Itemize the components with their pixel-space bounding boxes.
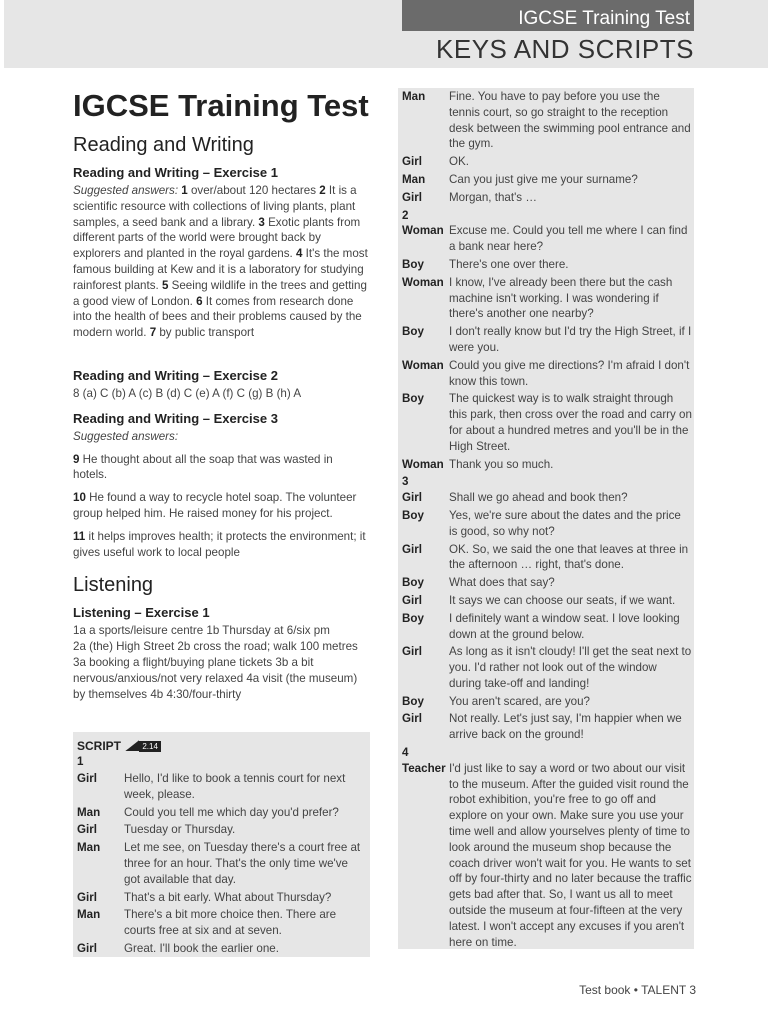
dialogue-line bbox=[402, 694, 692, 710]
answer-text: Exotic plants from different parts of the world were brought back by explorers and planted in the royal gardens. bbox=[73, 215, 361, 261]
speaker-name: Boy bbox=[402, 611, 424, 625]
dialogue-line bbox=[402, 644, 692, 691]
exercise3-lead: Suggested answers: bbox=[73, 429, 179, 443]
dialogue-line bbox=[77, 907, 367, 939]
exercise1-answers bbox=[73, 183, 370, 341]
speaker-name: Man bbox=[402, 172, 426, 186]
listening-answer-line: 3a booking a flight/buying plane tickets 3b a bit nervous/anxious/not very relaxed 4a visit (the museum) by themselves 4b 4:30/four-thirty bbox=[73, 655, 358, 701]
answer-paragraph bbox=[73, 529, 370, 561]
dialogue-line bbox=[402, 223, 692, 255]
dialogue-line bbox=[77, 822, 367, 838]
speaker-name: Woman bbox=[402, 358, 444, 372]
speaker-name: Girl bbox=[402, 712, 422, 726]
answer-number: 10 bbox=[73, 491, 86, 505]
dialogue-line bbox=[402, 508, 692, 540]
page-title: IGCSE Training Test bbox=[73, 88, 369, 123]
section-reading-writing: Reading and Writing bbox=[73, 134, 254, 156]
speaker-name: Woman bbox=[402, 457, 444, 471]
speaker-name: Boy bbox=[402, 576, 424, 590]
dialogue-line bbox=[402, 593, 692, 609]
part-number: 4 bbox=[402, 746, 409, 760]
speaker-name: Man bbox=[77, 841, 101, 855]
dialogue-line bbox=[402, 611, 692, 643]
dialogue-line bbox=[402, 89, 692, 152]
dialogue-line bbox=[402, 575, 692, 591]
speaker-name: Girl bbox=[402, 645, 422, 659]
speaker-line: Let me see, on Tuesday there's a court free at three for an hour. That's the only time we've got available that day. bbox=[124, 841, 361, 886]
listening-ex1-answers bbox=[73, 623, 370, 702]
listening-answer-line: 1a a sports/leisure centre 1b Thursday at 6/six pm bbox=[73, 624, 330, 638]
part-number: 3 bbox=[402, 475, 409, 489]
answer-text: over/about 120 hectares bbox=[187, 184, 320, 197]
answer-text: He thought about all the soap that was wasted in hotels. bbox=[73, 452, 333, 482]
speaker-line: There's one over there. bbox=[449, 257, 569, 271]
dialogue-line bbox=[402, 711, 692, 743]
track-number: 2.14 bbox=[139, 741, 161, 752]
speaker-name: Woman bbox=[402, 224, 444, 238]
answer-text: It is a scientific resource with collections of living plants, plant samples, a seed bank and a library. bbox=[73, 184, 357, 229]
speaker-name: Girl bbox=[402, 491, 422, 505]
script-box bbox=[73, 732, 370, 957]
dialogue-line bbox=[402, 490, 692, 506]
speaker-line: It says we can choose our seats, if we want. bbox=[449, 593, 676, 607]
speaker-name: Boy bbox=[402, 508, 424, 522]
speaker-line: Shall we go ahead and book then? bbox=[449, 491, 628, 505]
exercise3-title: Reading and Writing – Exercise 3 bbox=[73, 410, 278, 426]
speaker-line: Not really. Let's just say, I'm happier when we arrive back on the ground! bbox=[449, 712, 682, 742]
speaker-line: OK. So, we said the one that leaves at three in the afternoon … right, that's done. bbox=[449, 542, 689, 572]
section-listening: Listening bbox=[73, 574, 154, 597]
page-footer: Test book • TALENT 3 bbox=[579, 983, 696, 997]
speaker-name: Girl bbox=[402, 542, 422, 556]
answer-text: by public transport bbox=[156, 326, 255, 340]
speaker-name: Girl bbox=[402, 155, 422, 169]
speaker-line: Great. I'll book the earlier one. bbox=[124, 941, 279, 955]
dialogue-line bbox=[402, 542, 692, 574]
dialogue-line bbox=[77, 805, 367, 821]
speaker-name: Man bbox=[402, 90, 426, 103]
answer-number: 5 bbox=[161, 278, 169, 292]
dialogue-line bbox=[402, 761, 692, 951]
speaker-name: Woman bbox=[402, 275, 444, 289]
speaker-name: Teacher bbox=[402, 761, 446, 775]
exercise2-answers: 8 (a) C (b) A (c) B (d) C (e) A (f) C (g) B (h) A bbox=[73, 386, 302, 400]
dialogue-line bbox=[402, 275, 692, 322]
speaker-name: Boy bbox=[402, 257, 424, 271]
dialogue-line bbox=[402, 391, 692, 454]
speaker-line: OK. bbox=[449, 155, 469, 169]
exercise1-title: Reading and Writing – Exercise 1 bbox=[73, 165, 278, 180]
speaker-line: The quickest way is to walk straight through this park, then cross over the road and carry on for about a hundred metres and you'll be in the High Street. bbox=[449, 392, 692, 453]
exercise2-title: Reading and Writing – Exercise 2 bbox=[73, 367, 278, 383]
speaker-line: There's a bit more choice then. There are courts free at six and at seven. bbox=[124, 908, 337, 938]
speaker-name: Girl bbox=[77, 772, 97, 785]
speaker-name: Girl bbox=[77, 890, 97, 904]
dialogue-line bbox=[402, 324, 692, 356]
speaker-line: Yes, we're sure about the dates and the price is good, so why not? bbox=[449, 508, 681, 538]
speaker-line: Hello, I'd like to book a tennis court for next week, please. bbox=[124, 772, 346, 801]
answer-number: 7 bbox=[149, 326, 157, 340]
speaker-name: Boy bbox=[402, 694, 424, 708]
answer-number: 6 bbox=[196, 294, 203, 308]
exercise1-lead: Suggested answers: bbox=[73, 184, 179, 197]
dialogue-line bbox=[402, 358, 692, 390]
dialogue-line bbox=[402, 257, 692, 273]
dialogue-line bbox=[402, 172, 692, 188]
script-label: SCRIPT bbox=[77, 739, 122, 753]
answer-paragraph bbox=[73, 490, 370, 522]
answer-text: It's the most famous building at Kew and it is a laboratory for studying rainforest plants. bbox=[73, 247, 368, 292]
speaker-line: What does that say? bbox=[449, 576, 555, 590]
speaker-name: Girl bbox=[402, 190, 422, 204]
header-tag: IGCSE Training Test bbox=[402, 0, 694, 31]
dialogue-line bbox=[77, 941, 367, 957]
script-continued-box bbox=[398, 88, 694, 949]
answer-number: 2 bbox=[319, 184, 326, 197]
answer-text: He found a way to recycle hotel soap. The volunteer group helped him. He raised money for his project. bbox=[73, 491, 357, 520]
listening-ex1-title: Listening – Exercise 1 bbox=[73, 605, 210, 621]
answer-text: it helps improves health; it protects the environment; it gives useful work to local people bbox=[73, 529, 366, 559]
speaker-name: Girl bbox=[77, 823, 97, 837]
speaker-name: Man bbox=[77, 805, 101, 819]
speaker-line: I don't really know but I'd try the High Street, if I were you. bbox=[449, 325, 692, 354]
speaker-name: Girl bbox=[402, 593, 422, 607]
speaker-line: Could you give me directions? I'm afraid I don't know this town. bbox=[449, 358, 690, 388]
speaker-name: Boy bbox=[402, 325, 424, 339]
answer-text: It comes from research done into the health of bees and their problems caused by the modern world. bbox=[73, 294, 362, 340]
speaker-line: Could you tell me which day you'd prefer? bbox=[124, 805, 339, 819]
script-heading bbox=[77, 739, 161, 753]
header-title: KEYS AND SCRIPTS bbox=[436, 34, 694, 64]
dialogue-part1 bbox=[77, 771, 367, 959]
dialogue-line bbox=[402, 457, 692, 473]
speaker-line: Fine. You have to pay before you use the tennis court, so go straight to the reception desk between the swimming pool entrance and the gym. bbox=[449, 90, 691, 151]
speaker-line: As long as it isn't cloudy! I'll get the seat next to you. I'd rather not look out of the window during take-off and landing! bbox=[449, 645, 692, 690]
speaker-line: Thank you so much. bbox=[449, 457, 554, 471]
dialogue-line bbox=[402, 154, 692, 170]
speaker-line: You aren't scared, are you? bbox=[449, 694, 591, 708]
part-number: 1 bbox=[77, 755, 84, 768]
answer-number: 1 bbox=[181, 184, 188, 197]
audio-icon bbox=[125, 740, 139, 751]
speaker-line: Excuse me. Could you tell me where I can find a bank near here? bbox=[449, 224, 688, 254]
speaker-line: Tuesday or Thursday. bbox=[124, 823, 236, 837]
answer-paragraph bbox=[73, 452, 370, 484]
listening-answer-line: 2a (the) High Street 2b cross the road; walk 100 metres bbox=[73, 640, 358, 654]
speaker-line: I definitely want a window seat. I love looking down at the ground below. bbox=[449, 611, 680, 641]
speaker-line: I'd just like to say a word or two about our visit to the museum. After the guided visit round the robot exhibition, you're free to go off and explore on your own. Make sure you use your time well and allow yourselves plenty of time to look around the museum shop because the coach driver won't wait for you. He wants to set off by four-thirty and no later because the traffic gets bad after that. So, I want us all to meet outside the museum at four-fifteen at the very latest. I won't accept any excuses if you aren't here on time. bbox=[449, 761, 692, 949]
speaker-line: Morgan, that's … bbox=[449, 190, 537, 204]
dialogue-continued bbox=[402, 89, 692, 952]
answer-number: 11 bbox=[73, 529, 86, 543]
answer-number: 4 bbox=[296, 247, 303, 261]
answer-number: 3 bbox=[258, 215, 265, 229]
dialogue-line bbox=[77, 890, 367, 906]
answer-text: Seeing wildlife in the trees and getting a good view of London. bbox=[73, 278, 367, 308]
left-column bbox=[73, 86, 370, 702]
answer-number: 9 bbox=[73, 452, 80, 466]
speaker-line: Can you just give me your surname? bbox=[449, 172, 638, 186]
part-number: 2 bbox=[402, 208, 409, 222]
speaker-name: Boy bbox=[402, 392, 424, 406]
speaker-name: Man bbox=[77, 908, 101, 922]
dialogue-line bbox=[402, 190, 692, 206]
speaker-line: I know, I've already been there but the cash machine isn't working. I was wondering if there's another one nearby? bbox=[449, 275, 673, 321]
speaker-name: Girl bbox=[77, 941, 97, 955]
dialogue-line bbox=[77, 771, 367, 803]
exercise3-answers bbox=[73, 452, 370, 561]
speaker-line: That's a bit early. What about Thursday? bbox=[124, 890, 332, 904]
dialogue-line bbox=[77, 840, 367, 887]
